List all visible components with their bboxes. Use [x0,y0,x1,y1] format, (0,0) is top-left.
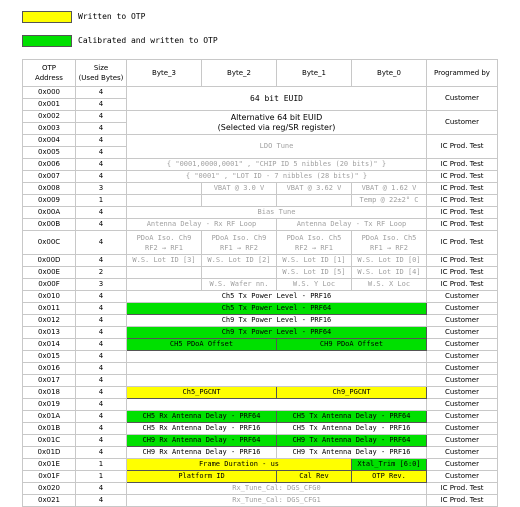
address-cell: 0x005 [23,147,76,159]
empty-cell [202,195,277,207]
programmed-by-cell: Customer [427,327,498,339]
size-cell: 4 [76,87,127,99]
programmed-by-cell: Customer [427,291,498,303]
address-cell: 0x009 [23,195,76,207]
table-header-row [23,60,498,87]
header-byte0: Byte_0 [352,60,427,87]
size-cell: 4 [76,231,127,255]
ch5-tx-antenna-delay-prf16-cell: CH5 Tx Antenna Delay - PRF16 [277,423,427,435]
table-row [23,279,498,291]
vbat-1v62-cell: VBAT @ 1.62 V [352,183,427,195]
cell-line: PDoA Iso. Ch9 [211,233,267,242]
antenna-delay-rx-cell: Antenna Delay - Rx RF Loop [127,219,277,231]
size-cell: 4 [76,135,127,147]
programmed-by-cell: IC Prod. Test [427,159,498,171]
size-cell: 4 [76,291,127,303]
header-address: OTP Address [23,60,76,87]
ch9-tx-power-prf16-cell: Ch9 Tx Power Level - PRF16 [127,315,427,327]
address-cell: 0x018 [23,387,76,399]
table-row [23,219,498,231]
table-row [23,255,498,267]
table-row [23,495,498,507]
address-cell: 0x01F [23,471,76,483]
empty-cell [127,399,427,411]
address-cell: 0x00C [23,231,76,255]
otp-memory-map-table [22,59,498,507]
size-cell: 2 [76,267,127,279]
table-row [23,327,498,339]
size-cell: 4 [76,147,127,159]
rx-tune-cal-dgs-cfg1-cell: Rx_Tune_Cal: DGS_CFG1 [127,495,427,507]
table-row [23,87,498,99]
empty-cell [127,351,427,363]
programmed-by-cell: Customer [427,411,498,423]
bias-tune-cell: Bias Tune [127,207,427,219]
empty-cell [127,375,427,387]
lot-id-cell: { "0001" , "LOT ID - 7 nibbles (28 bits)" } [127,171,427,183]
ch9-rx-antenna-delay-prf16-cell: CH9 Rx Antenna Delay - PRF16 [127,447,277,459]
programmed-by-cell: IC Prod. Test [427,195,498,207]
alt-euid-line2: (Selected via reg/SR register) [217,122,336,132]
size-cell: 4 [76,255,127,267]
table-row [23,183,498,195]
table-row [23,207,498,219]
alt-euid-cell [127,111,427,135]
programmed-by-cell: Customer [427,375,498,387]
size-cell: 1 [76,195,127,207]
programmed-by-cell: IC Prod. Test [427,219,498,231]
ch9-tx-antenna-delay-prf64-cell: CH9 Tx Antenna Delay - PRF64 [277,435,427,447]
address-cell: 0x00F [23,279,76,291]
address-cell: 0x00B [23,219,76,231]
platform-id-cell: Platform ID [127,471,277,483]
antenna-delay-tx-cell: Antenna Delay - Tx RF Loop [277,219,427,231]
size-cell: 4 [76,171,127,183]
size-cell: 3 [76,279,127,291]
programmed-by-cell: Customer [427,315,498,327]
size-cell: 4 [76,399,127,411]
ch5-tx-antenna-delay-prf64-cell: CH5 Tx Antenna Delay - PRF64 [277,411,427,423]
address-cell: 0x008 [23,183,76,195]
size-cell: 3 [76,183,127,195]
cell-line: PDoA Iso. Ch5 [286,233,342,242]
cell-line: RF1 → RF2 [370,243,408,252]
ch5-rx-antenna-delay-prf64-cell: CH5 Rx Antenna Delay - PRF64 [127,411,277,423]
ws-lot-id-0-cell: W.S. Lot ID [0] [352,255,427,267]
programmed-by-cell: Customer [427,399,498,411]
address-cell: 0x010 [23,291,76,303]
table-row [23,471,498,483]
size-cell: 4 [76,483,127,495]
programmed-by-cell: IC Prod. Test [427,255,498,267]
header-byte1: Byte_1 [277,60,352,87]
programmed-by-cell: Customer [427,351,498,363]
size-cell: 4 [76,423,127,435]
programmed-by-cell: IC Prod. Test [427,279,498,291]
address-cell: 0x007 [23,171,76,183]
legend-swatch-written [22,11,72,23]
address-cell: 0x011 [23,303,76,315]
legend-label-calibrated: Calibrated and written to OTP [78,36,218,45]
address-cell: 0x00E [23,267,76,279]
xtal-trim-cell: Xtal_Trim [6:0] [352,459,427,471]
table-row [23,195,498,207]
empty-cell [202,267,277,279]
cell-line: PDoA Iso. Ch5 [361,233,417,242]
ws-x-loc-cell: W.S. X Loc [352,279,427,291]
size-cell: 4 [76,351,127,363]
table-row [23,291,498,303]
programmed-by-cell: IC Prod. Test [427,495,498,507]
ws-lot-id-1-cell: W.S. Lot ID [1] [277,255,352,267]
table-row [23,339,498,351]
legend-label-written: Written to OTP [78,12,146,21]
ch5-tx-power-prf64-cell: Ch5 Tx Power Level - PRF64 [127,303,427,315]
size-cell: 4 [76,339,127,351]
table-row [23,387,498,399]
ch9-pdoa-offset-cell: CH9 PDoA Offset [277,339,427,351]
address-cell: 0x01C [23,435,76,447]
size-cell: 4 [76,123,127,135]
table-row [23,363,498,375]
size-cell: 1 [76,459,127,471]
vbat-3v62-cell: VBAT @ 3.62 V [277,183,352,195]
table-row [23,435,498,447]
address-cell: 0x006 [23,159,76,171]
address-cell: 0x001 [23,99,76,111]
address-cell: 0x01B [23,423,76,435]
address-cell: 0x013 [23,327,76,339]
ch9-tx-power-prf64-cell: Ch9 Tx Power Level - PRF64 [127,327,427,339]
pdoa-iso-ch5-rf1-rf2-cell [352,231,427,255]
table-row [23,315,498,327]
table-row [23,447,498,459]
empty-cell [127,195,202,207]
table-row [23,171,498,183]
programmed-by-cell: IC Prod. Test [427,135,498,159]
ws-lot-id-4-cell: W.S. Lot ID [4] [352,267,427,279]
programmed-by-cell: Customer [427,447,498,459]
otp-rev-cell: OTP Rev. [352,471,427,483]
empty-cell [127,279,202,291]
ldo-tune-cell: LDO Tune [127,135,427,159]
table-row [23,267,498,279]
legend-swatch-calibrated [22,35,72,47]
address-cell: 0x01E [23,459,76,471]
address-cell: 0x01D [23,447,76,459]
size-cell: 4 [76,447,127,459]
cell-line: RF2 → RF1 [295,243,333,252]
temp-cell: Temp @ 22±2° C [352,195,427,207]
table-row [23,351,498,363]
programmed-by-cell: Customer [427,423,498,435]
empty-cell [127,267,202,279]
vbat-3v0-cell: VBAT @ 3.0 V [202,183,277,195]
size-cell: 4 [76,363,127,375]
programmed-by-cell: Customer [427,363,498,375]
pdoa-iso-ch5-rf2-rf1-cell [277,231,352,255]
address-cell: 0x021 [23,495,76,507]
table-row [23,159,498,171]
size-cell: 4 [76,411,127,423]
size-cell: 4 [76,159,127,171]
ws-y-loc-cell: W.S. Y Loc [277,279,352,291]
cell-line: RF1 → RF2 [220,243,258,252]
chip-id-cell: { "0001,0000,0001" , "CHIP ID 5 nibbles (20 bits)" } [127,159,427,171]
size-cell: 1 [76,471,127,483]
empty-cell [127,183,202,195]
programmed-by-cell: Customer [427,459,498,471]
table-row [23,303,498,315]
ch5-pdoa-offset-cell: CH5 PDoA Offset [127,339,277,351]
address-cell: 0x01A [23,411,76,423]
ch5-tx-power-prf16-cell: Ch5 Tx Power Level - PRF16 [127,291,427,303]
rx-tune-cal-dgs-cfg0-cell: Rx_Tune_Cal: DGS_CFG0 [127,483,427,495]
size-cell: 4 [76,111,127,123]
size-cell: 4 [76,387,127,399]
size-cell: 4 [76,495,127,507]
address-cell: 0x014 [23,339,76,351]
pdoa-iso-ch9-rf2-rf1-cell [127,231,202,255]
table-row [23,411,498,423]
ch5-rx-antenna-delay-prf16-cell: CH5 Rx Antenna Delay - PRF16 [127,423,277,435]
ws-lot-id-3-cell: W.S. Lot ID [3] [127,255,202,267]
ch9-tx-antenna-delay-prf16-cell: CH9 Tx Antenna Delay - PRF16 [277,447,427,459]
address-cell: 0x015 [23,351,76,363]
ws-wafer-cell: W.S. Wafer nn. [202,279,277,291]
programmed-by-cell: Customer [427,435,498,447]
address-cell: 0x00D [23,255,76,267]
table-row [23,423,498,435]
address-cell: 0x00A [23,207,76,219]
programmed-by-cell: IC Prod. Test [427,207,498,219]
table-row [23,111,498,123]
ch5-pgcnt-cell: Ch5_PGCNT [127,387,277,399]
programmed-by-cell: Customer [427,339,498,351]
ch9-rx-antenna-delay-prf64-cell: CH9 Rx Antenna Delay - PRF64 [127,435,277,447]
size-cell: 4 [76,219,127,231]
programmed-by-cell: IC Prod. Test [427,183,498,195]
programmed-by-cell: Customer [427,387,498,399]
table-row [23,375,498,387]
programmed-by-cell: Customer [427,471,498,483]
cal-rev-cell: Cal Rev [277,471,352,483]
address-cell: 0x002 [23,111,76,123]
euid-cell: 64 bit EUID [127,87,427,111]
programmed-by-cell: IC Prod. Test [427,483,498,495]
address-cell: 0x004 [23,135,76,147]
table-row [23,135,498,147]
programmed-by-cell: Customer [427,111,498,135]
empty-cell [277,195,352,207]
address-cell: 0x016 [23,363,76,375]
programmed-by-cell: Customer [427,303,498,315]
cell-line: RF2 → RF1 [145,243,183,252]
address-cell: 0x020 [23,483,76,495]
address-cell: 0x000 [23,87,76,99]
address-cell: 0x017 [23,375,76,387]
header-size: Size (Used Bytes) [76,60,127,87]
programmed-by-cell: IC Prod. Test [427,267,498,279]
programmed-by-cell: IC Prod. Test [427,231,498,255]
programmed-by-cell: Customer [427,87,498,111]
empty-cell [127,363,427,375]
cell-line: PDoA Iso. Ch9 [136,233,192,242]
size-cell: 4 [76,375,127,387]
size-cell: 4 [76,315,127,327]
table-row [23,399,498,411]
header-byte2: Byte_2 [202,60,277,87]
ws-lot-id-2-cell: W.S. Lot ID [2] [202,255,277,267]
size-cell: 4 [76,207,127,219]
address-cell: 0x003 [23,123,76,135]
pdoa-iso-ch9-rf1-rf2-cell [202,231,277,255]
size-cell: 4 [76,303,127,315]
header-programmed-by: Programmed by [427,60,498,87]
size-cell: 4 [76,435,127,447]
programmed-by-cell: IC Prod. Test [427,171,498,183]
alt-euid-line1: Alternative 64 bit EUID [230,112,323,122]
table-row [23,483,498,495]
frame-duration-cell: Frame Duration - us [127,459,352,471]
header-byte3: Byte_3 [127,60,202,87]
ws-lot-id-5-cell: W.S. Lot ID [5] [277,267,352,279]
size-cell: 4 [76,327,127,339]
address-cell: 0x012 [23,315,76,327]
table-row [23,459,498,471]
size-cell: 4 [76,99,127,111]
ch9-pgcnt-cell: Ch9_PGCNT [277,387,427,399]
table-row [23,231,498,255]
address-cell: 0x019 [23,399,76,411]
